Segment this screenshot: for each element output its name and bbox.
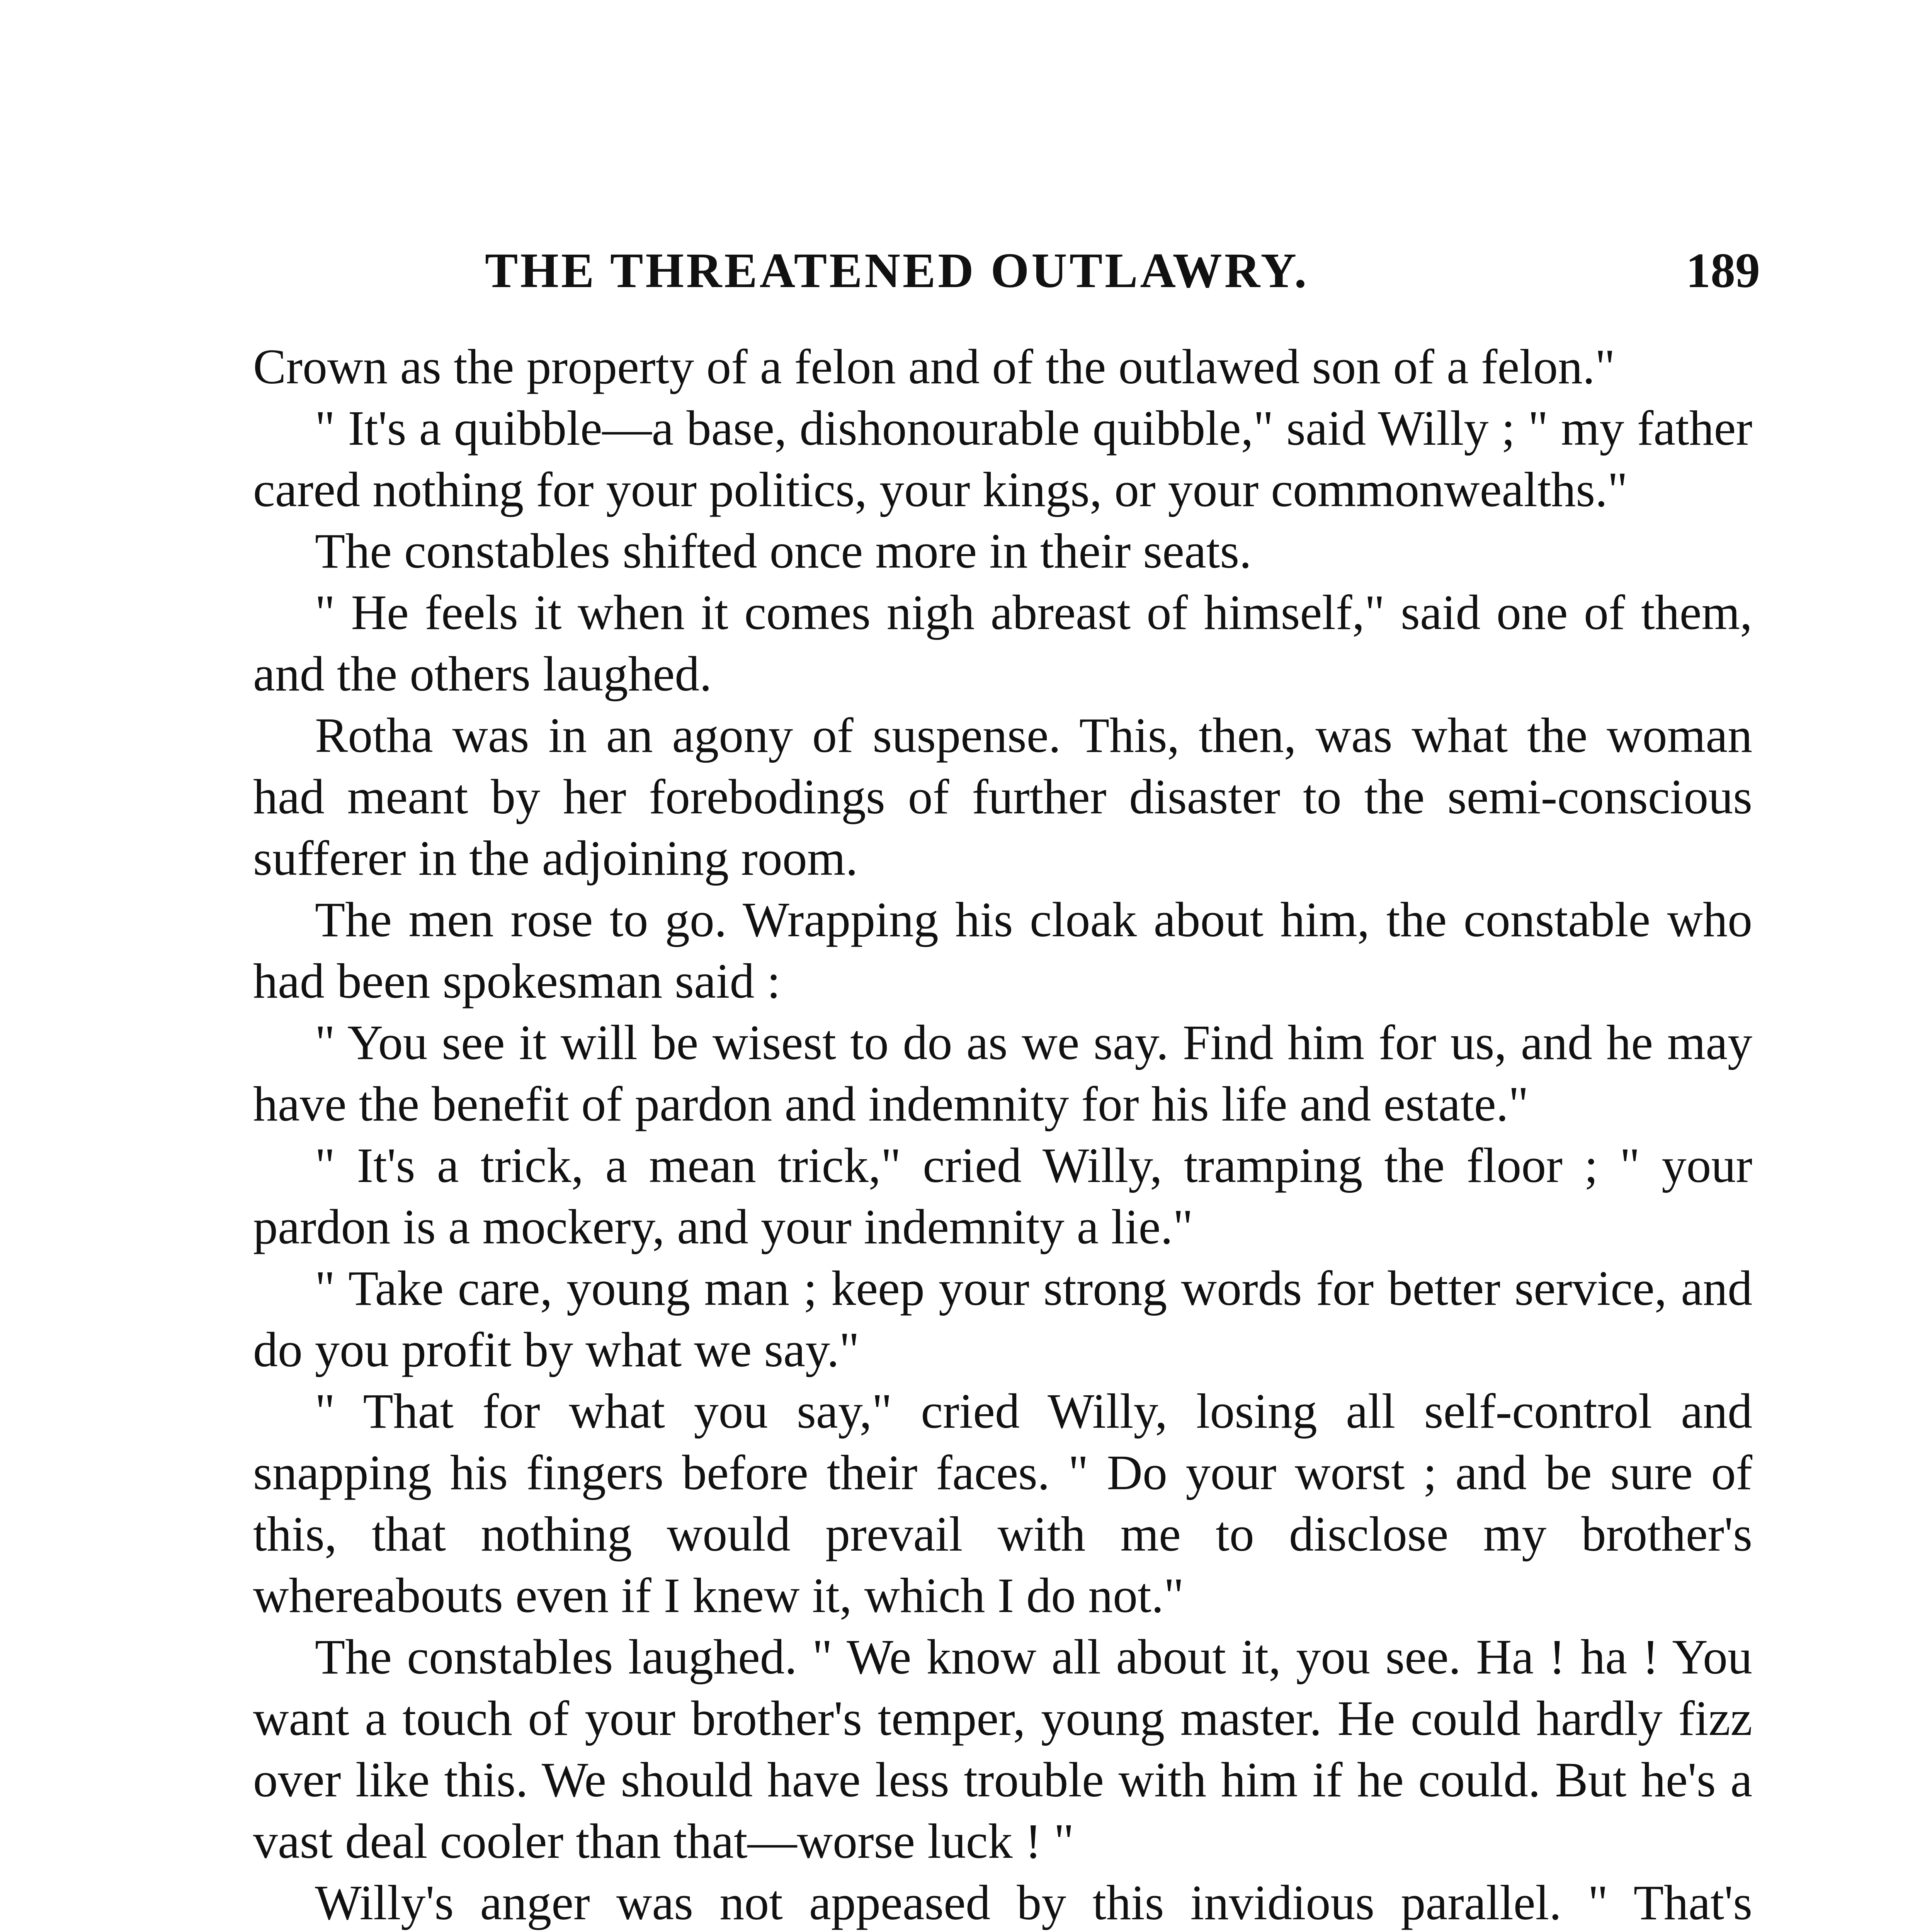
page-number: 189 [1686,243,1760,298]
paragraph-6: The men rose to go. Wrapping his cloak about him, the constable who had been spokesman said : [253,892,1752,1009]
paragraph-5: Rotha was in an agony of suspense. This, then, was what the woman had meant by her forebodings of further disaster to the semi-conscious sufferer in the adjoining room. [253,708,1752,886]
paragraph-7: " You see it will be wisest to do as we say. Find him for us, and he may have the benefit of pardon and indemnity for his life and estate." [253,1015,1752,1131]
paragraph-1: Crown as the property of a felon and of the outlawed son of a felon." [253,339,1615,394]
paragraph-4: " He feels it when it comes nigh abreast of himself," said one of them, and the others laughed. [253,585,1752,701]
body-text [253,336,1752,1932]
page-header [485,242,1760,299]
paragraph-11: The constables laughed. " We know all about it, you see. Ha ! ha ! You want a touch of your brother's temper, young master. He could hardly fizz over like this. We should have less trouble with him if he could. But he's a vast deal cooler than that—worse luck ! " [253,1629,1752,1869]
paragraph-3: The constables shifted once more in their seats. [315,524,1252,578]
paragraph-9: " Take care, young man ; keep your strong words for better service, and do you profit by what we say." [253,1261,1752,1377]
running-head: THE THREATENED OUTLAWRY. [485,243,1309,298]
paragraph-12: Willy's anger was not appeased by this invidious parallel. " That's [315,1875,1752,1930]
paragraph-2: " It's a quibble—a base, dishonourable quibble," said Willy ; " my father cared nothing for your politics, your kings, or your commonwealths." [253,401,1752,517]
paragraph-8: " It's a trick, a mean trick," cried Willy, tramping the floor ; " your pardon is a mockery, and your indemnity a lie." [253,1138,1752,1254]
paragraph-10: " That for what you say," cried Willy, losing all self-control and snapping his fingers before their faces. " Do your worst ; and be sure of this, that nothing would prevail with me to disclose my brother's whereabouts even if I knew it, which I do not." [253,1384,1752,1623]
